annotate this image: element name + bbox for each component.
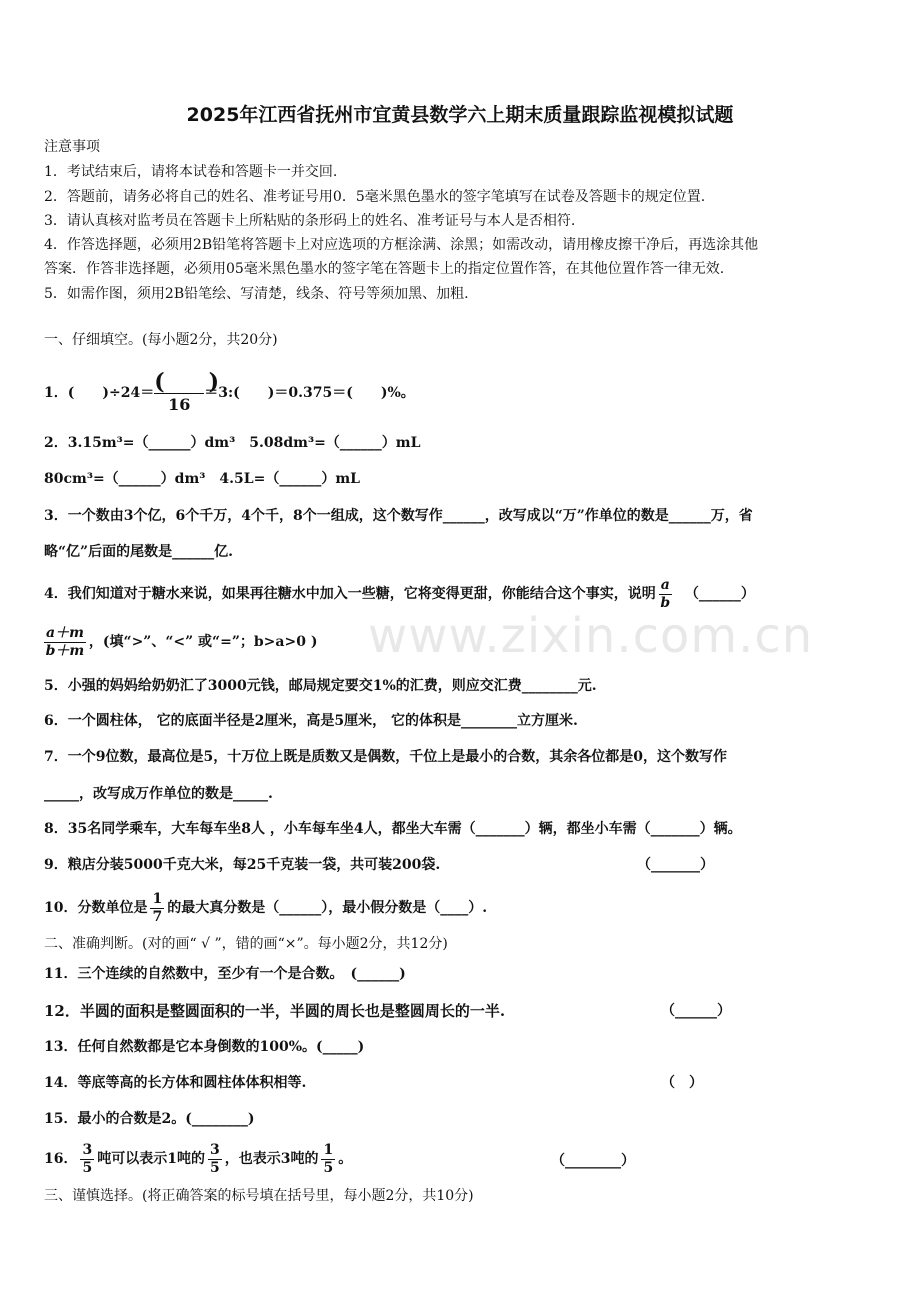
q1-fraction-den: 16 xyxy=(168,394,191,414)
question-2a: 2．3.15m³=（______）dm³ 5.08dm³=（______）mL xyxy=(44,435,421,451)
question-14: 14．等底等高的长方体和圆柱体体积相等. xyxy=(44,1075,307,1091)
question-9: 9．粮店分装5000千克大米，每25千克装一袋，共可装200袋. xyxy=(44,857,441,873)
question-7a: 7．一个9位数，最高位是5，十万位上既是质数又是偶数，千位上是最小的合数，其余各位都是0，这个数写作 xyxy=(44,749,727,765)
question-3b: 略“亿”后面的尾数是______亿. xyxy=(44,544,233,560)
notice-item: 2．答题前，请务必将自己的姓名、准考证号用0．5毫米黑色墨水的签字笔填写在试卷及答题卡的规定位置. xyxy=(44,189,706,205)
q1-fraction-blank[interactable]: ( ) xyxy=(154,368,220,395)
question-7b: _____，改写成万作单位的数是_____. xyxy=(44,786,273,802)
q4-frac-den: b xyxy=(660,594,671,611)
q16-answer-blank[interactable]: （________） xyxy=(551,1153,635,1169)
watermark: www.zixin.com.cn xyxy=(368,608,814,664)
q16-text-a: 16． xyxy=(44,1151,78,1167)
q10-fraction xyxy=(150,891,164,926)
question-2b: 80cm³=（______）dm³ 4.5L=（______）mL xyxy=(44,471,361,487)
q4-frac2-den: b＋m xyxy=(45,642,85,659)
q10-frac-den: 7 xyxy=(152,908,163,925)
q1-part-a: 1．( )÷24＝ xyxy=(44,385,155,401)
question-5: 5．小强的妈妈给奶奶汇了3000元钱，邮局规定要交1%的汇费，则应交汇费________元. xyxy=(44,678,597,694)
page-title: 2025年江西省抚州市宜黄县数学六上期末质量跟踪监视模拟试题 xyxy=(186,104,734,126)
notice-item: 4．作答选择题，必须用2B铅笔将答题卡上对应选项的方框涂满、涂黑；如需改动，请用橡皮擦干净后，再选涂其他 xyxy=(44,237,759,253)
q4-fraction-am-bm xyxy=(44,625,86,660)
question-1 xyxy=(44,370,415,416)
q16-fraction-3 xyxy=(321,1142,335,1177)
question-10 xyxy=(44,886,487,930)
question-4b xyxy=(44,624,317,660)
q1-fraction xyxy=(154,368,220,416)
notice-item: 5．如需作图，须用2B铅笔绘、写清楚，线条、符号等须加黑、加粗. xyxy=(44,286,469,302)
q16-f1-num: 3 xyxy=(82,1141,93,1158)
question-8: 8．35名同学乘车，大车每车坐8人 ，小车每车坐4人，都坐大车需（_______）辆，都坐小车需（_______）辆。 xyxy=(44,821,742,837)
q16-fraction-1 xyxy=(80,1142,94,1177)
notice-heading: 注意事项 xyxy=(44,139,100,155)
q4-answer-blank[interactable]: （______） xyxy=(684,586,755,602)
question-13: 13．任何自然数都是它本身倒数的100%。(_____) xyxy=(44,1039,365,1055)
q16-f1-den: 5 xyxy=(82,1159,93,1176)
question-6: 6．一个圆柱体， 它的底面半径是2厘米，高是5厘米， 它的体积是________立方厘米. xyxy=(44,713,578,729)
q16-f2-num: 3 xyxy=(209,1141,220,1158)
q16-fraction-2 xyxy=(208,1142,222,1177)
question-4a xyxy=(44,576,755,612)
q4-instruction: ，(填“>”、“<” 或“=”；b>a>0 ) xyxy=(88,634,318,650)
q10-frac-num: 1 xyxy=(152,890,163,907)
section3-heading: 三、谨慎选择。(将正确答案的标号填在括号里，每小题2分，共10分) xyxy=(44,1188,474,1204)
q16-text-c: ，也表示3吨的 xyxy=(224,1151,319,1167)
q1-part-b: ＝3:( )＝0.375＝( )%。 xyxy=(204,385,415,401)
q4-frac-num: a xyxy=(660,576,670,593)
question-3a: 3．一个数由3个亿，6个千万，4个千，8个一组成，这个数写作______，改写成以“万”作单位的数是______万，省 xyxy=(44,508,753,524)
notice-item: 3．请认真核对监考员在答题卡上所粘贴的条形码上的姓名、准考证号与本人是否相符. xyxy=(44,213,576,229)
section1-heading: 一、仔细填空。(每小题2分，共20分) xyxy=(44,332,278,348)
q12-answer-blank[interactable]: （______） xyxy=(661,1003,731,1019)
q16-f3-den: 5 xyxy=(323,1159,334,1176)
section2-heading: 二、准确判断。(对的画“ √ ”，错的画“×”。每小题2分，共12分) xyxy=(44,936,448,952)
q10-text-b: 的最大真分数是（______），最小假分数是（____）. xyxy=(167,900,488,916)
q4-fraction-a-b xyxy=(659,577,672,612)
q16-f2-den: 5 xyxy=(209,1159,220,1176)
q10-text-a: 10．分数单位是 xyxy=(44,900,148,916)
q16-text-d: 。 xyxy=(338,1151,353,1167)
notice-item: 1．考试结束后，请将本试卷和答题卡一并交回. xyxy=(44,164,338,180)
notice-item: 答案．作答非选择题，必须用05毫米黑色墨水的签字笔在答题卡上的指定位置作答，在其他位置作答一律无效. xyxy=(44,261,725,277)
q9-answer-blank[interactable]: （_______） xyxy=(637,857,714,873)
q14-answer-blank[interactable]: （ ） xyxy=(661,1075,703,1091)
question-16 xyxy=(44,1137,352,1181)
q4-frac2-num: a＋m xyxy=(46,624,84,641)
q4-text: 4．我们知道对于糖水来说，如果再往糖水中加入一些糖，它将变得更甜，你能结合这个事实，说明 xyxy=(44,586,656,602)
q16-text-b: 吨可以表示1吨的 xyxy=(97,1151,205,1167)
q16-f3-num: 1 xyxy=(323,1141,334,1158)
question-11: 11．三个连续的自然数中，至少有一个是合数。 (______) xyxy=(44,966,406,982)
question-12: 12．半圆的面积是整圆面积的一半，半圆的周长也是整圆周长的一半. xyxy=(44,1002,506,1020)
question-15: 15．最小的合数是2。(________) xyxy=(44,1111,255,1127)
